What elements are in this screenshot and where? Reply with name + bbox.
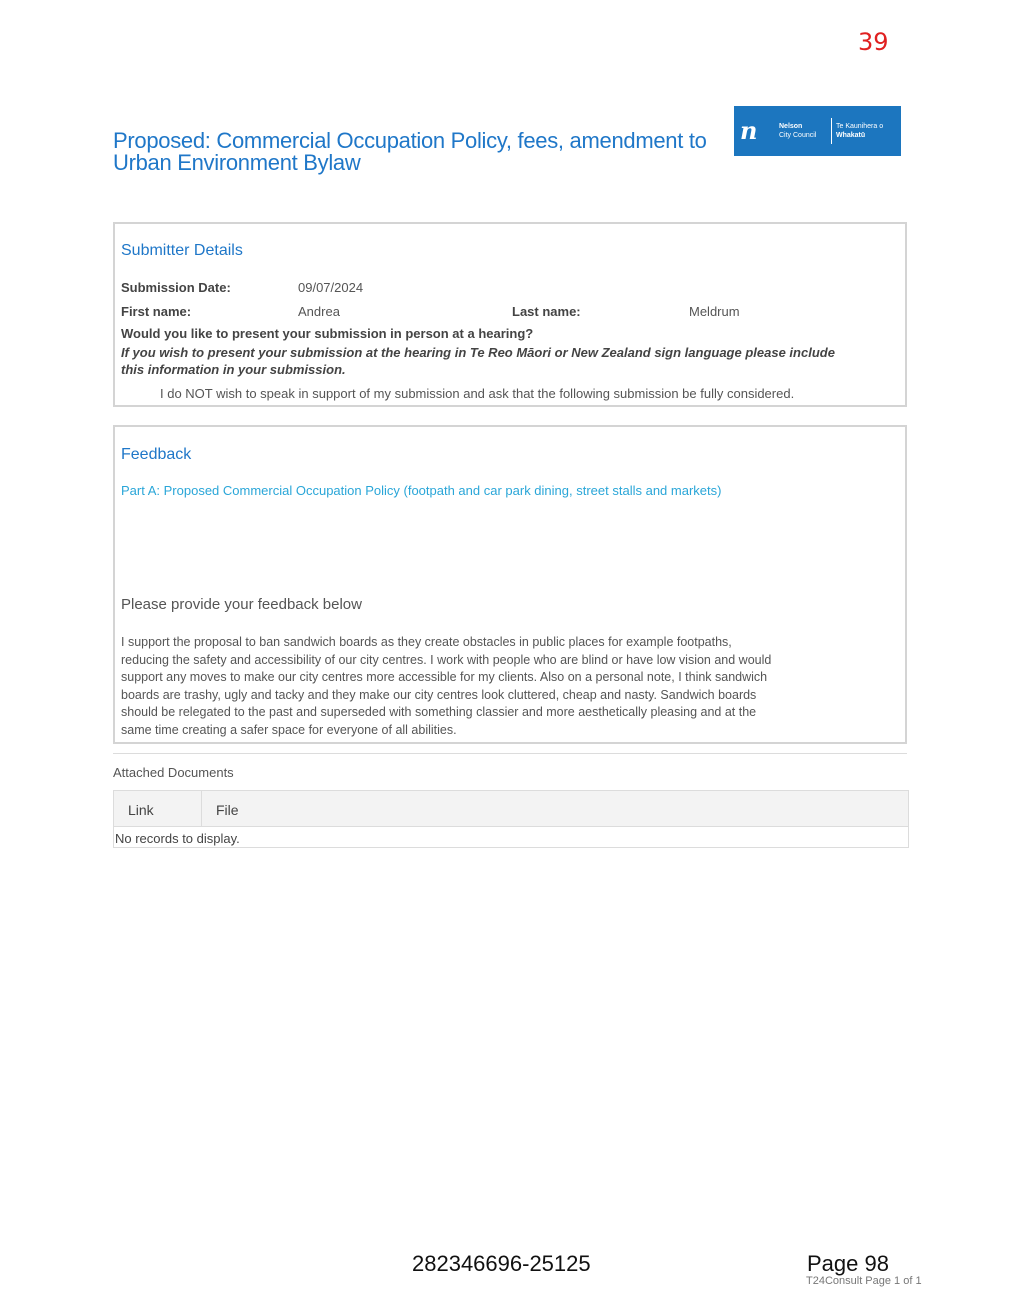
logo-org-name: Nelson City Council [779, 123, 817, 139]
last-name-label: Last name: [512, 304, 581, 319]
feedback-line: boards are trashy, ugly and tacky and they make our city centres look cluttered, cheap and nasty. Sandwich boards [121, 687, 757, 702]
feedback-line: same time creating a safer space for everyone of all abilities. [121, 722, 457, 737]
logo-divider [831, 118, 832, 144]
attached-documents-table [113, 790, 909, 848]
first-name-value: Andrea [298, 304, 340, 319]
feedback-line: reducing the safety and accessibility of our city centres. I work with people who are blind or have low vision and would [121, 652, 772, 667]
page-number-top: 39 [858, 28, 889, 56]
first-name-label: First name: [121, 304, 192, 319]
hearing-answer: I do NOT wish to speak in support of my submission and ask that the following submission be fully considered. [160, 386, 795, 401]
nelson-city-council-logo [734, 106, 901, 156]
logo-mark-icon: n [740, 116, 758, 145]
submitter-details-panel [113, 222, 907, 407]
feedback-text [121, 634, 831, 739]
column-header-file[interactable]: File [216, 802, 239, 818]
table-header [114, 791, 908, 827]
title-line-2: Urban Environment Bylaw [113, 150, 361, 175]
feedback-line: support any moves to make our city centres more accessible for my clients. Also on a personal note, I think sandwich [121, 670, 768, 684]
provide-feedback-label: Please provide your feedback below [121, 596, 362, 613]
hearing-note: If you wish to present your submission at the hearing in Te Reo Māori or New Zealand sign language please include this information in your submission. [121, 345, 835, 377]
attached-documents-label: Attached Documents [113, 765, 234, 780]
feedback-line: should be relegated to the past and superseded with something classier and more aesthetically pleasing and at the [121, 705, 757, 719]
column-divider [201, 791, 202, 827]
feedback-heading: Feedback [121, 446, 192, 463]
page-label: Page 98 [807, 1251, 889, 1276]
document-title [113, 130, 723, 174]
submitter-details-heading: Submitter Details [121, 242, 243, 259]
part-a-heading: Part A: Proposed Commercial Occupation Policy (footpath and car park dining, street stalls and markets) [121, 483, 722, 498]
last-name-value: Meldrum [689, 304, 740, 319]
empty-table-message: No records to display. [115, 831, 240, 846]
submission-date-value: 09/07/2024 [298, 280, 364, 295]
hearing-question: Would you like to present your submission in person at a hearing? [121, 326, 534, 341]
title-line-1: Proposed: Commercial Occupation Policy, fees, amendment to [113, 128, 707, 153]
column-header-link[interactable]: Link [128, 802, 154, 818]
feedback-panel [113, 425, 907, 744]
section-divider [113, 753, 907, 754]
logo-maori-name: Te Kaunihera o Whakatū [836, 123, 884, 139]
feedback-line: I support the proposal to ban sandwich boards as they create obstacles in public places for example footpaths, [121, 635, 732, 649]
footer-meta: T24Consult Page 1 of 1 [806, 1275, 922, 1287]
submission-date-label: Submission Date: [121, 280, 231, 295]
document-id: 282346696-25125 [412, 1251, 591, 1276]
